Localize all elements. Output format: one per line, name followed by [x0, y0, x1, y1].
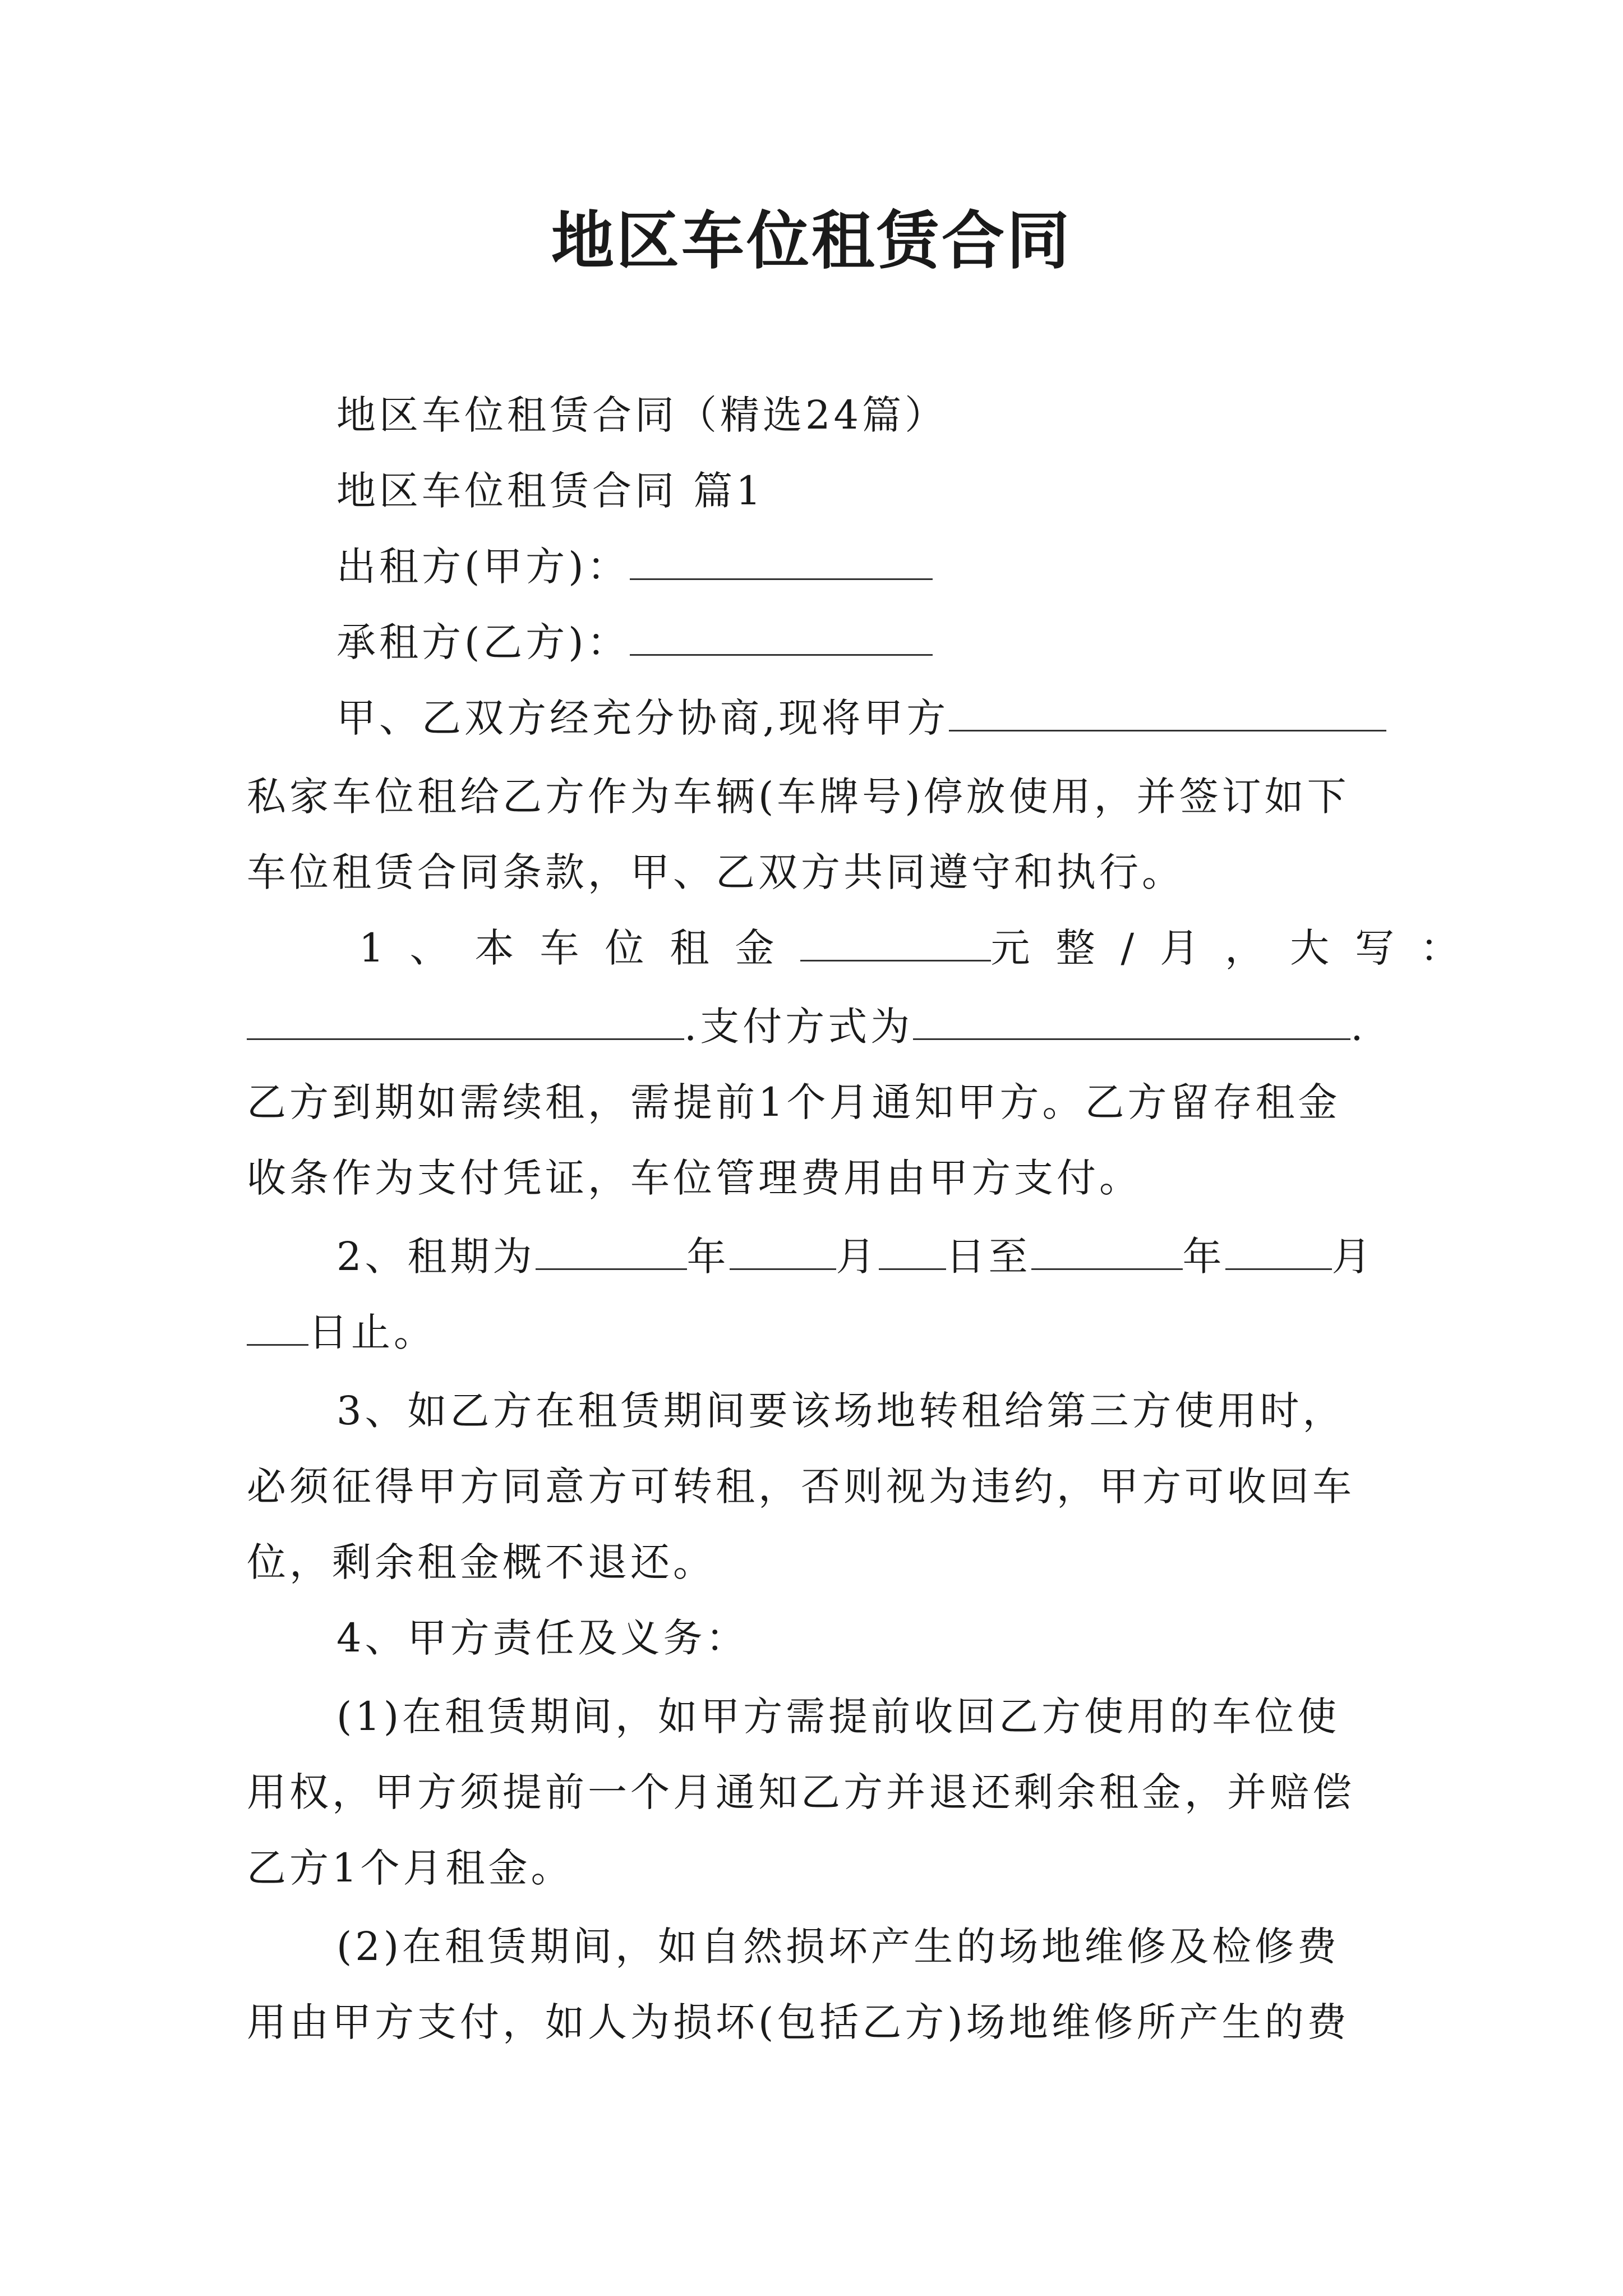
clause1-line-3: 乙方到期如需续租，需提前1个月通知甲方。乙方留存租金: [247, 1079, 1341, 1125]
rent-amount-blank: [800, 923, 991, 961]
clause1-rent-unit: 元整/月，大写：: [990, 925, 1486, 971]
clause4-item1-line-1: (1)在租赁期间，如甲方需提前收回乙方使用的车位使: [336, 1694, 1340, 1740]
start-month-blank: [730, 1231, 836, 1270]
clause3-line-2: 必须征得甲方同意方可转租，否则视为违约，甲方可收回车: [247, 1464, 1355, 1510]
end-year-unit: 年: [1182, 1234, 1225, 1280]
section-heading: 地区车位租赁合同 篇1: [336, 468, 764, 514]
lessor-label: 出租方(甲方)：: [336, 544, 630, 590]
lessor-blank: [630, 541, 933, 580]
end-month-blank: [1225, 1231, 1332, 1270]
clause1-period: .: [1350, 1004, 1367, 1050]
clause2-line-2: [247, 1304, 436, 1360]
clause2-label: 2、租期为: [336, 1234, 536, 1280]
document-title: 地区车位租赁合同: [551, 204, 1072, 278]
clause4-heading: 4、甲方责任及义务：: [336, 1615, 749, 1661]
payment-method-blank: [913, 1001, 1350, 1040]
intro-line-2: 私家车位租给乙方作为车辆(车牌号)停放使用，并签订如下: [247, 774, 1350, 820]
clause1-rent-label: 1、本车位租金: [359, 925, 800, 971]
document-subtitle: 地区车位租赁合同（精选24篇）: [336, 392, 948, 438]
lessor-line: [336, 539, 933, 595]
clause2-line-1: [336, 1228, 1375, 1285]
start-year-blank: [536, 1231, 687, 1270]
start-month-unit: 月: [836, 1234, 879, 1280]
clause4-item2-line-1: (2)在租赁期间，如自然损坏产生的场地维修及检修费: [336, 1924, 1340, 1970]
start-year-unit: 年: [686, 1234, 730, 1280]
end-day-blank: [247, 1307, 308, 1346]
intro-line-3: 车位租赁合同条款，甲、乙双方共同遵守和执行。: [247, 849, 1184, 895]
lessee-blank: [630, 617, 933, 656]
clause4-item1-line-3: 乙方1个月租金。: [247, 1845, 574, 1891]
clause4-item2-line-2: 用由甲方支付，如人为损坏(包括乙方)场地维修所产生的费: [247, 1999, 1350, 2045]
lessor-location-blank: [949, 693, 1386, 731]
clause1-line-4: 收条作为支付凭证，车位管理费用由甲方支付。: [247, 1155, 1142, 1201]
intro-line-1: [336, 690, 1386, 746]
clause1-line-2: [247, 999, 1367, 1055]
clause3-line-1: 3、如乙方在租赁期间要该场地转租给第三方使用时，: [336, 1388, 1345, 1434]
rent-capital-blank: [247, 1001, 684, 1040]
clause1-payment-label: .支付方式为: [684, 1004, 914, 1050]
start-day-to: 日至: [946, 1234, 1031, 1280]
clause3-line-3: 位，剩余租金概不退还。: [247, 1539, 716, 1585]
clause1-line-1: [359, 920, 1485, 976]
clause2-end: 日止。: [308, 1309, 436, 1355]
clause4-item1-line-2: 用权，甲方须提前一个月通知乙方并退还剩余租金，并赔偿: [247, 1769, 1355, 1815]
lessee-label: 承租方(乙方)：: [336, 619, 630, 665]
end-year-blank: [1031, 1231, 1183, 1270]
lessee-line: [336, 614, 933, 670]
intro-text-1: 甲、乙双方经充分协商,现将甲方: [336, 695, 949, 741]
end-month-unit: 月: [1331, 1234, 1375, 1280]
start-day-blank: [879, 1231, 946, 1270]
